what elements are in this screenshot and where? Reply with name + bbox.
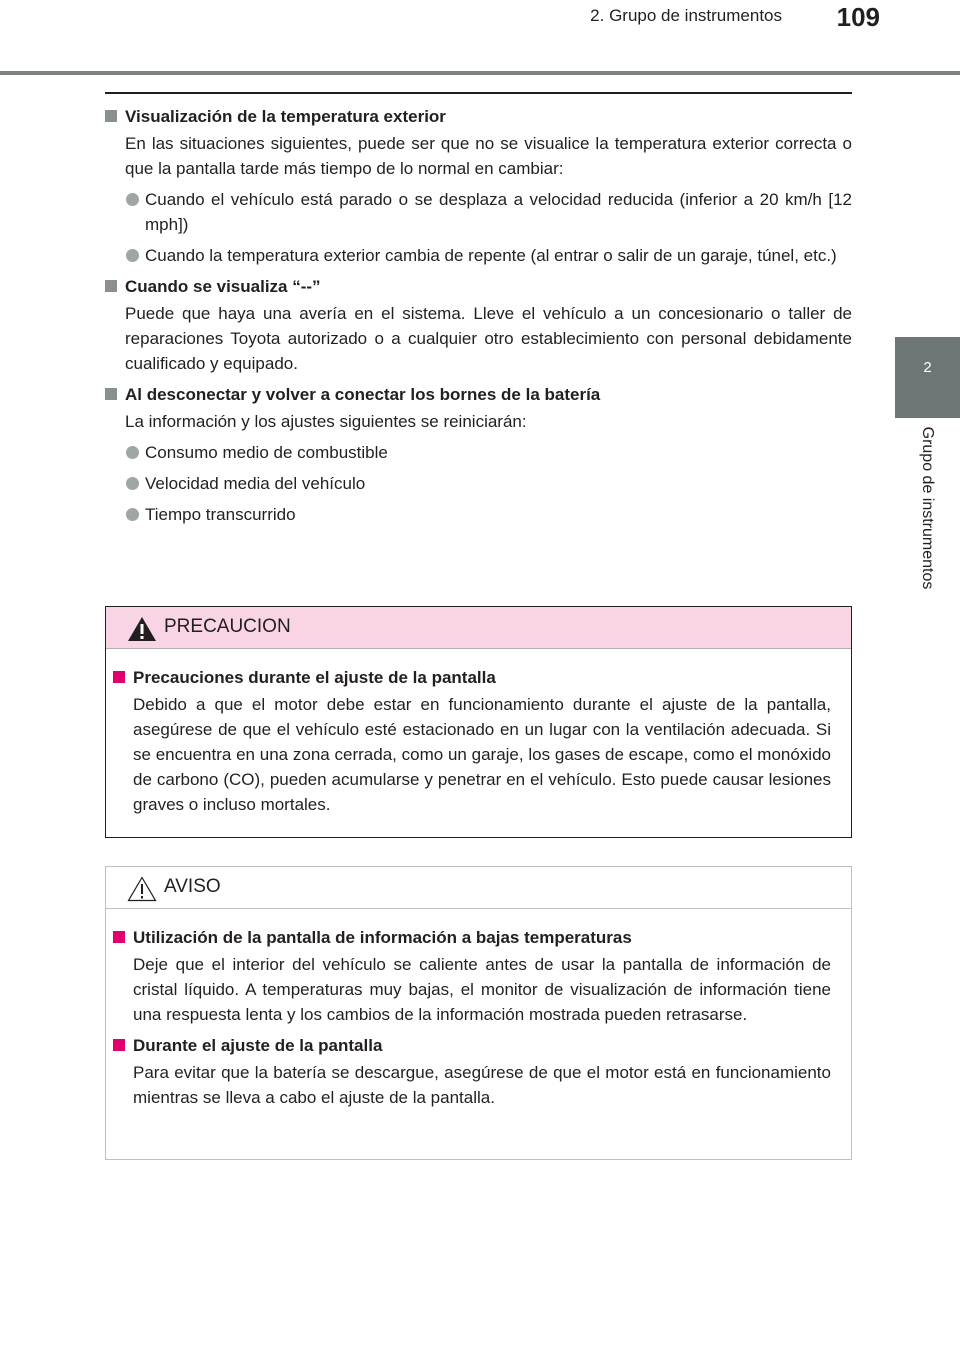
side-tab-number: 2: [923, 359, 932, 376]
caution-text: Debido a que el motor debe estar en funcionamiento durante el ajuste de la pantalla, asegúrese de que el vehículo esté estacionado en un lugar con la ventilación adecuada. Si se encuentra en una zona cerrada, como un garaje, los gases de escape, como el monóxido de carbono (CO), pueden acumularse y penetrar en el vehículo. Esto puede causar lesiones graves o incluso mortales.: [133, 695, 831, 814]
round-bullet-icon: [126, 249, 139, 262]
notice-item-text: Deje que el interior del vehículo se caliente antes de usar la pantalla de información de cristal líquido. A temperaturas muy bajas, el monitor de visualización de información tiene una respuesta lenta y los cambios de la información mostrada pueden retrasarse.: [133, 955, 831, 1024]
section-title: Al desconectar y volver a conectar los bornes de la batería: [105, 382, 852, 407]
warning-triangle-outline-icon: [127, 876, 157, 902]
square-bullet-icon: [105, 388, 117, 400]
section-text: Puede que haya una avería en el sistema. Lleve el vehículo a un concesionario o taller de reparaciones Toyota autorizado o a cualquier otro establecimiento con personal debidamente cualificado y equipado.: [125, 304, 852, 373]
main-content: [105, 104, 852, 533]
square-bullet-icon: [113, 931, 125, 943]
page-number: 109: [836, 2, 880, 32]
notice-item-title: Utilización de la pantalla de información a bajas temperaturas: [113, 925, 831, 950]
round-bullet-icon: [126, 193, 139, 206]
notice-item-text: Para evitar que la batería se descargue, asegúrese de que el motor está en funcionamiento mientras se lleva a cabo el ajuste de la pantalla.: [133, 1063, 831, 1107]
round-bullet-icon: [126, 508, 139, 521]
notice-item: [113, 925, 831, 1027]
section-battery-reconnect: [105, 382, 852, 527]
square-bullet-icon: [105, 110, 117, 122]
content-top-rule: [105, 92, 852, 94]
notice-body: [106, 909, 851, 1110]
side-chapter-label: Grupo de instrumentos: [919, 426, 936, 590]
header-rule: [0, 71, 960, 75]
section-outside-temperature: [105, 104, 852, 268]
list-item: Cuando la temperatura exterior cambia de repente (al entrar o salir de un garaje, túnel, etc.): [105, 243, 852, 268]
section-text: En las situaciones siguientes, puede ser que no se visualice la temperatura exterior correcta o que la pantalla tarde más tiempo de lo normal en cambiar:: [125, 134, 852, 178]
notice-heading: AVISO: [164, 876, 221, 897]
notice-box: [105, 866, 852, 1160]
side-chapter-tab: [895, 337, 960, 418]
notice-item-title: Durante el ajuste de la pantalla: [113, 1033, 831, 1058]
warning-triangle-icon: [127, 616, 157, 642]
section-dashes-displayed: [105, 274, 852, 376]
notice-item: [113, 1033, 831, 1110]
caution-title: Precauciones durante el ajuste de la pantalla: [113, 665, 831, 690]
running-header-title: 2. Grupo de instrumentos: [590, 6, 782, 25]
list-item: Velocidad media del vehículo: [105, 471, 852, 496]
caution-heading: PRECAUCION: [164, 616, 291, 637]
list-item: Tiempo transcurrido: [105, 502, 852, 527]
section-text: La información y los ajustes siguientes se reiniciarán:: [125, 412, 527, 431]
square-bullet-icon: [113, 671, 125, 683]
caution-box: [105, 606, 852, 838]
square-bullet-icon: [105, 280, 117, 292]
round-bullet-icon: [126, 446, 139, 459]
square-bullet-icon: [113, 1039, 125, 1051]
section-title: Cuando se visualiza “--”: [105, 274, 852, 299]
list-item: Consumo medio de combustible: [105, 440, 852, 465]
caution-header: [106, 607, 851, 649]
section-title: Visualización de la temperatura exterior: [105, 104, 852, 129]
notice-header: [106, 867, 851, 909]
caution-body: [106, 649, 851, 817]
round-bullet-icon: [126, 477, 139, 490]
list-item: Cuando el vehículo está parado o se desplaza a velocidad reducida (inferior a 20 km/h [12 mph]): [105, 187, 852, 237]
